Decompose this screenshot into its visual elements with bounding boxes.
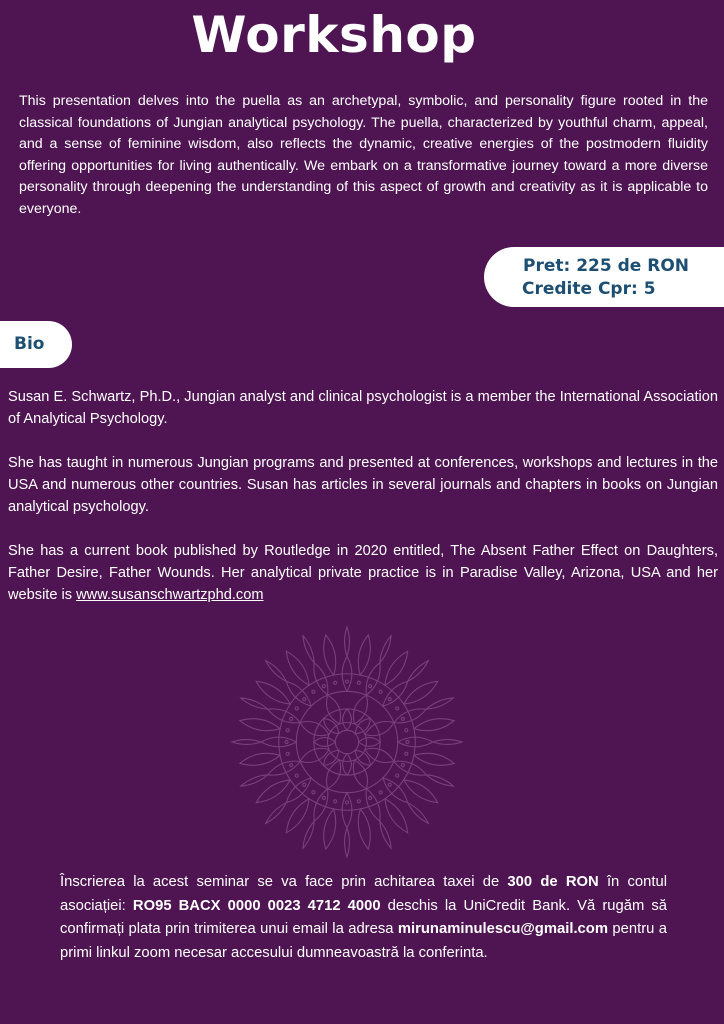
bio-section bbox=[8, 386, 718, 628]
mandala-icon bbox=[230, 625, 464, 859]
credits-label: Credite Cpr: 5 bbox=[522, 279, 656, 299]
price-label: Pret: 225 de RON bbox=[523, 256, 690, 276]
footer-text-1: Înscrierea la acest seminar se va face prin achitarea taxei de bbox=[60, 874, 508, 890]
registration-info bbox=[60, 871, 667, 965]
footer-text-3: deschis la UniCredit Bank. Vă rugăm să confirmați plata prin trimiterea unui email la adresa bbox=[60, 897, 667, 937]
price-badge bbox=[484, 247, 724, 307]
bio-heading: Bio bbox=[0, 321, 72, 368]
bio-paragraph-3-text: She has a current book published by Routledge in 2020 entitled, The Absent Father Effect on Daughters, Father Desire, Father Wounds. Her analytical private practice is in Paradise Valley, Arizona, USA and her website is bbox=[8, 543, 718, 603]
fee-amount: 300 de RON bbox=[507, 874, 599, 890]
footer-text-4: pentru a primi linkul zoom necesar accesului dumneavoastră la conferinta. bbox=[60, 921, 667, 961]
contact-email[interactable]: mirunaminulescu@gmail.com bbox=[397, 921, 608, 937]
intro-paragraph: This presentation delves into the puella as an archetypal, symbolic, and personality figure rooted in the classical foundations of Jungian analytical psychology. The puella, characterized by youthful charm, appeal, and a sense of feminine wisdom, also reflects the dynamic, creative energies of the postmodern fluidity offering opportunities for living authentically. We embark on a transformative journey toward a more diverse personality through deepening the understanding of this aspect of growth and creativity as it is applicable to everyone. bbox=[19, 93, 708, 217]
footer-text-2: în contul asociației: bbox=[60, 874, 667, 914]
bio-paragraph-1: Susan E. Schwartz, Ph.D., Jungian analyst and clinical psychologist is a member the International Association of Analytical Psychology. bbox=[8, 389, 718, 427]
website-link[interactable]: www.susanschwartzphd.com bbox=[76, 587, 264, 603]
bio-paragraph-2: She has taught in numerous Jungian programs and presented at conferences, workshops and lectures in the USA and numerous other countries. Susan has articles in several journals and chapters in books on Jungian analytical psychology. bbox=[8, 455, 718, 515]
title-text: Workshop bbox=[191, 6, 477, 64]
page-title bbox=[0, 6, 724, 64]
bio-paragraph-3 bbox=[8, 540, 718, 606]
iban-number: RO95 BACX 0000 0023 4712 4000 bbox=[132, 897, 381, 914]
